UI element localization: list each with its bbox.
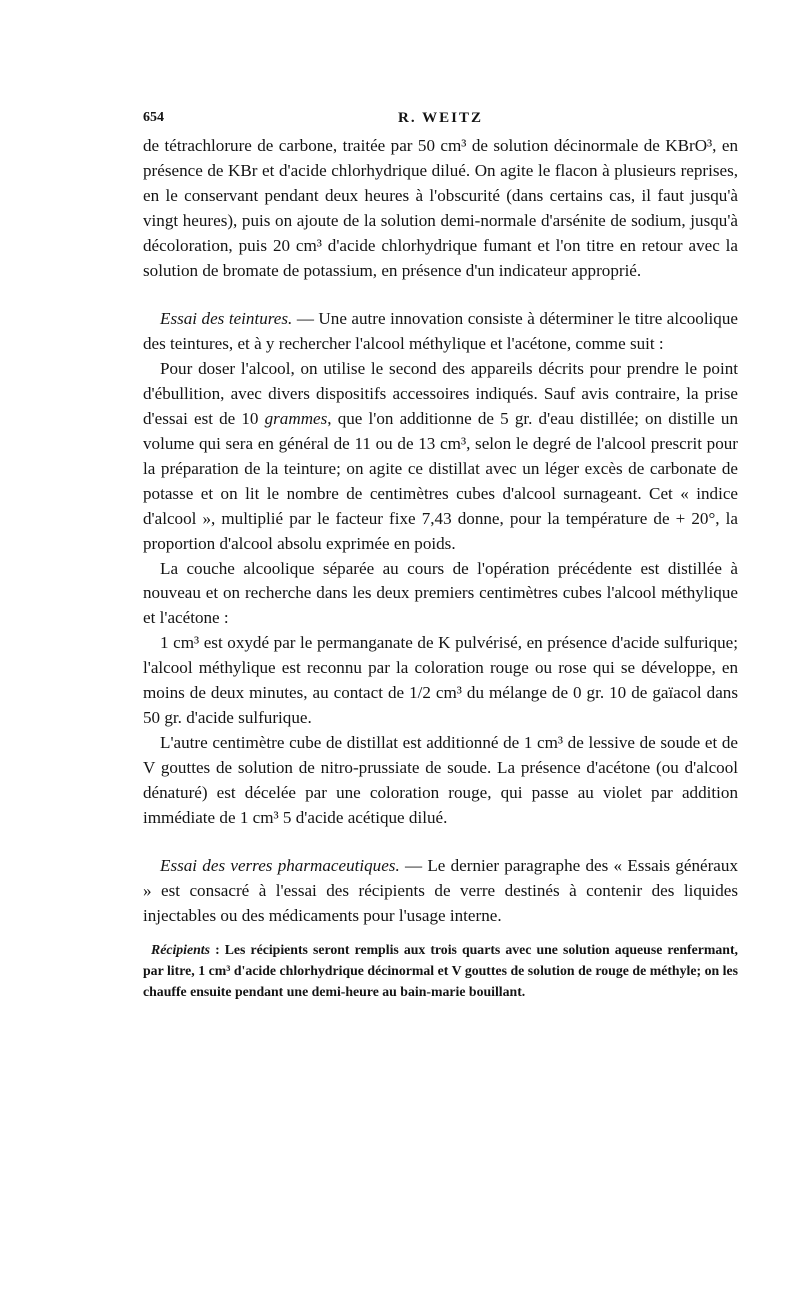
note-heading: Récipients xyxy=(151,942,211,958)
running-head xyxy=(143,104,738,134)
paragraph-couche-alcoolique: La couche alcoolique séparée au cours de l'opération précédente est distillée à nouveau et on recherche dans les deux premiers centimètres cubes l'alcool méthylique et l'acétone : xyxy=(143,558,738,628)
section-heading-teintures: Essai des teintures. xyxy=(160,309,293,329)
paragraph-bromate-titration: de tétrachlorure de carbone, traitée par 50 cm³ de solution décinormale de KBrO³, en présence de KBr et d'acide chlorhydrique dilué. On agite le flacon à plusieurs reprises, en le conservant pendant deux heures à l'obscurité (dans certains cas, il faut jusqu'à vingt heures), puis on ajoute de la solution demi-normale d'arsénite de sodium, jusqu'à décoloration, puis 20 cm³ d'acide chlorhydrique fumant et l'on titre en retour avec la solution de bromate de potassium, en présence d'un indicateur approprié. xyxy=(143,136,738,280)
paragraph-text: — Une autre innovation consiste à déterminer le titre alcoolique des teintures, et à y rechercher l'alcool méthylique et l'acétone, comme suit : xyxy=(143,309,738,354)
paragraph-text: , que l'on additionne de 5 gr. d'eau distillée; on distille un volume qui sera en général de 11 ou de 13 cm³, selon le degré de l'alcool prescrit pour la préparation de la teinture; on agite ce distillat avec un léger excès de carbonate de potasse et on lit le nombre de centimètres cubes d'alcool surnageant. Cet « indice d'alcool », multiplié par le facteur fixe 7,43 donne, pour la température de + 20°, la proportion d'alcool absolu exprimée en poids. xyxy=(143,409,738,553)
note-text: : Les récipients seront remplis aux trois quarts avec une solution aqueuse renfermant, par litre, 1 cm³ d'acide chlorhydrique décinormal et V gouttes de solution de rouge de méthyle; on les chauffe ensuite pendant une demi-heure au bain-marie bouillant. xyxy=(143,942,738,1000)
page-number: 654 xyxy=(143,110,164,125)
section-heading-verres: Essai des verres pharmaceutiques. xyxy=(160,856,400,876)
paragraph-alcool-methylique: 1 cm³ est oxydé par le permanganate de K pulvérisé, en présence d'acide sulfurique; l'alcool méthylique est reconnu par la coloration rouge ou rose qui se développe, en moins de deux minutes, au contact de 1/2 cm³ du mélange de 0 gr. 10 de gaïacol dans 50 gr. d'acide sulfurique. xyxy=(143,633,738,727)
running-head-author: R. WEITZ xyxy=(398,110,483,126)
paragraph-essai-teintures xyxy=(143,307,738,357)
paragraph-acetone: L'autre centimètre cube de distillat est additionné de 1 cm³ de lessive de soude et de V gouttes de solution de nitro-prussiate de soude. La présence d'acétone (ou d'alcool dénaturé) est décelée par une coloration rouge, qui passe au violet par addition immédiate de 1 cm³ 5 d'acide acétique dilué. xyxy=(143,732,738,827)
paragraph-text: — Le dernier paragraphe des « Essais généraux » est consacré à l'essai des récipients de verre destinés à contenir des liquides injectables ou des médicaments pour l'usage interne. xyxy=(143,856,738,926)
paragraph-text: Pour doser l'alcool, on utilise le second des appareils décrits pour prendre le point d'ébullition, avec divers dispositifs accessoires indiqués. Sauf avis contraire, la prise d'essai est de 10 xyxy=(143,359,738,429)
paragraph-dosage-alcool xyxy=(143,357,738,556)
paragraph-essai-verres xyxy=(143,854,738,929)
page xyxy=(143,104,738,1002)
footnote-recipients xyxy=(143,939,738,1002)
emphasis-grammes: grammes xyxy=(264,409,328,429)
